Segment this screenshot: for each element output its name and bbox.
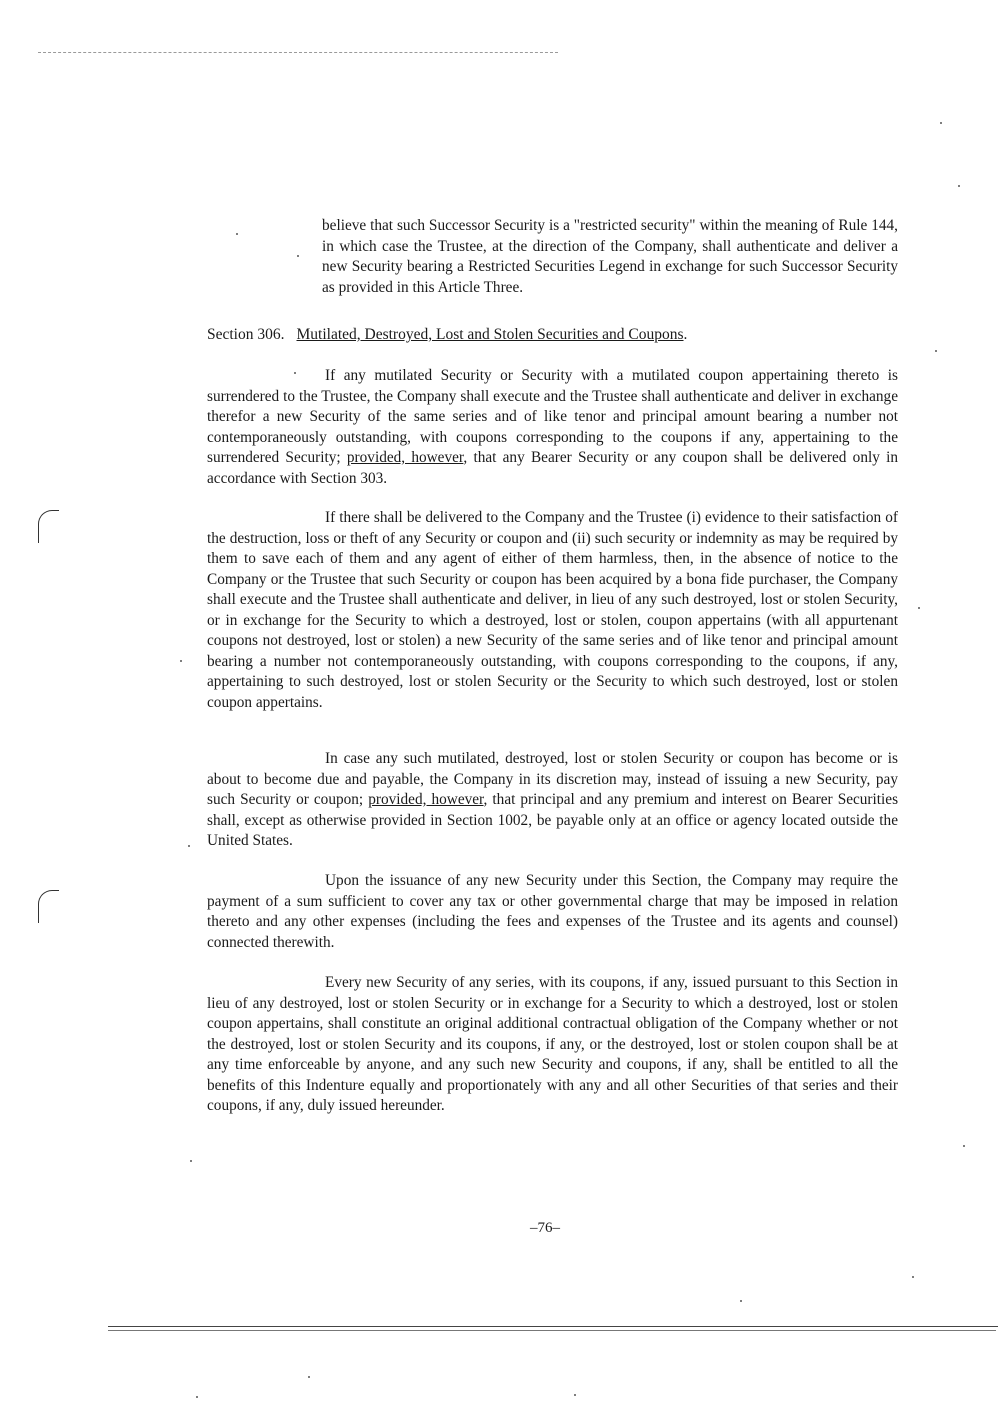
section-number: Section 306.	[207, 326, 285, 343]
scan-speck	[963, 1145, 965, 1147]
scan-speck	[308, 1376, 310, 1378]
intro-paragraph: believe that such Successor Security is a "restricted security" within the meaning of Rule 144, in which case the Trustee, at the direction of the Company, shall authenticate and deliver a new Security bearing a Restricted Securities Legend in exchange for such Successor Security as provided in this Article Three.	[322, 217, 898, 296]
scan-artifact-hole-punch	[38, 890, 59, 923]
scan-artifact-top-rule	[38, 52, 558, 53]
page-number: –76–	[530, 1220, 560, 1236]
paragraph-text: If any mutilated Security or Security with a mutilated coupon appertaining thereto is surrendered to the Trustee, the Company shall execute and the Trustee shall authenticate and deliver in exchange therefor a new Security of the same series and of like tenor and principal amount bearing a number not contemporaneously outstanding, with coupons corresponding to the coupons if any, appertaining to the surrendered Security;	[207, 367, 898, 466]
paragraph-destroyed-security: If there shall be delivered to the Company and the Trustee (i) evidence to their satisfaction of the destruction, loss or theft of any Security or coupon and (ii) such security or indemnity as may be required by them to save each of them and any agent of either of them harmless, then, in the absence of notice to the Company or the Trustee that such Security or coupon has been acquired by a bona fide purchaser, the Company shall execute and the Trustee shall authenticate and deliver, in lieu of any such destroyed, lost or stolen Security, or in exchange for the Security to which a destroyed, lost or stolen, coupon appertains (with all appurtenant coupons not destroyed, lost or stolen) a new Security of the same series and of like tenor and principal amount bearing a number not contemporaneously outstanding, with coupons corresponding to the coupons, if any, appertaining to such destroyed, lost or stolen Security or the Security to which such destroyed, lost or stolen coupon appertains.	[207, 509, 898, 711]
scan-speck	[297, 255, 299, 257]
section-heading	[207, 325, 687, 345]
paragraph-due-and-payable	[207, 749, 898, 852]
scan-speck	[935, 350, 937, 352]
scan-speck	[912, 1276, 914, 1278]
paragraph-text: In case any such mutilated, destroyed, lost or stolen Security or coupon has become or is about to become due and payable, the Company in its discretion may, instead of issuing a new Security, pay such Security or coupon;	[207, 750, 898, 808]
scan-speck	[236, 233, 238, 235]
scan-artifact-bottom-rule	[108, 1330, 996, 1331]
scan-speck	[958, 185, 960, 187]
proviso-emphasis: provided, however	[368, 791, 484, 808]
paragraph-text: , that any Bearer Security or any coupon shall be delivered only in accordance with Section 303.	[207, 449, 899, 487]
scan-speck	[574, 1394, 576, 1396]
paragraph-text: , that principal and any premium and interest on Bearer Securities shall, except as otherwise provided in Section 1002, be payable only at an office or agency located outside the United States.	[207, 791, 899, 849]
paragraph-new-security-obligation: Every new Security of any series, with its coupons, if any, issued pursuant to this Section in lieu of any destroyed, lost or stolen Security or in exchange for a Security to which a destroyed, lost or stolen coupon appertains, shall constitute an original additional contractual obligation of the Company whether or not the destroyed, lost or stolen Security and its coupons, if any, or the destroyed, lost or stolen coupon shall be at any time enforceable by anyone, and any such new Security and coupons, if any, shall be entitled to all the benefits of this Indenture equally and proportionately with any and all other Securities of that series and their coupons, if any, duly issued hereunder.	[207, 974, 898, 1114]
scan-speck	[940, 122, 942, 124]
section-title-period: .	[683, 326, 688, 343]
scan-speck	[918, 607, 920, 609]
paragraph-mutilated-security	[207, 366, 898, 489]
scan-speck	[294, 372, 296, 374]
scan-artifact-bottom-rule	[108, 1326, 998, 1327]
scan-speck	[190, 1160, 192, 1162]
paragraph-issuance-charges: Upon the issuance of any new Security under this Section, the Company may require the payment of a sum sufficient to cover any tax or other governmental charge that may be imposed in relation thereto and any other expenses (including the fees and expenses of the Trustee and its agents and counsel) connected therewith.	[207, 872, 898, 951]
scan-artifact-hole-punch	[38, 510, 59, 543]
scan-speck	[740, 1300, 742, 1302]
scan-speck	[196, 1396, 198, 1398]
scan-speck	[180, 660, 182, 662]
section-title: Mutilated, Destroyed, Lost and Stolen Securities and Coupons	[296, 326, 684, 343]
proviso-emphasis: provided, however	[346, 449, 464, 466]
scan-speck	[188, 845, 190, 847]
